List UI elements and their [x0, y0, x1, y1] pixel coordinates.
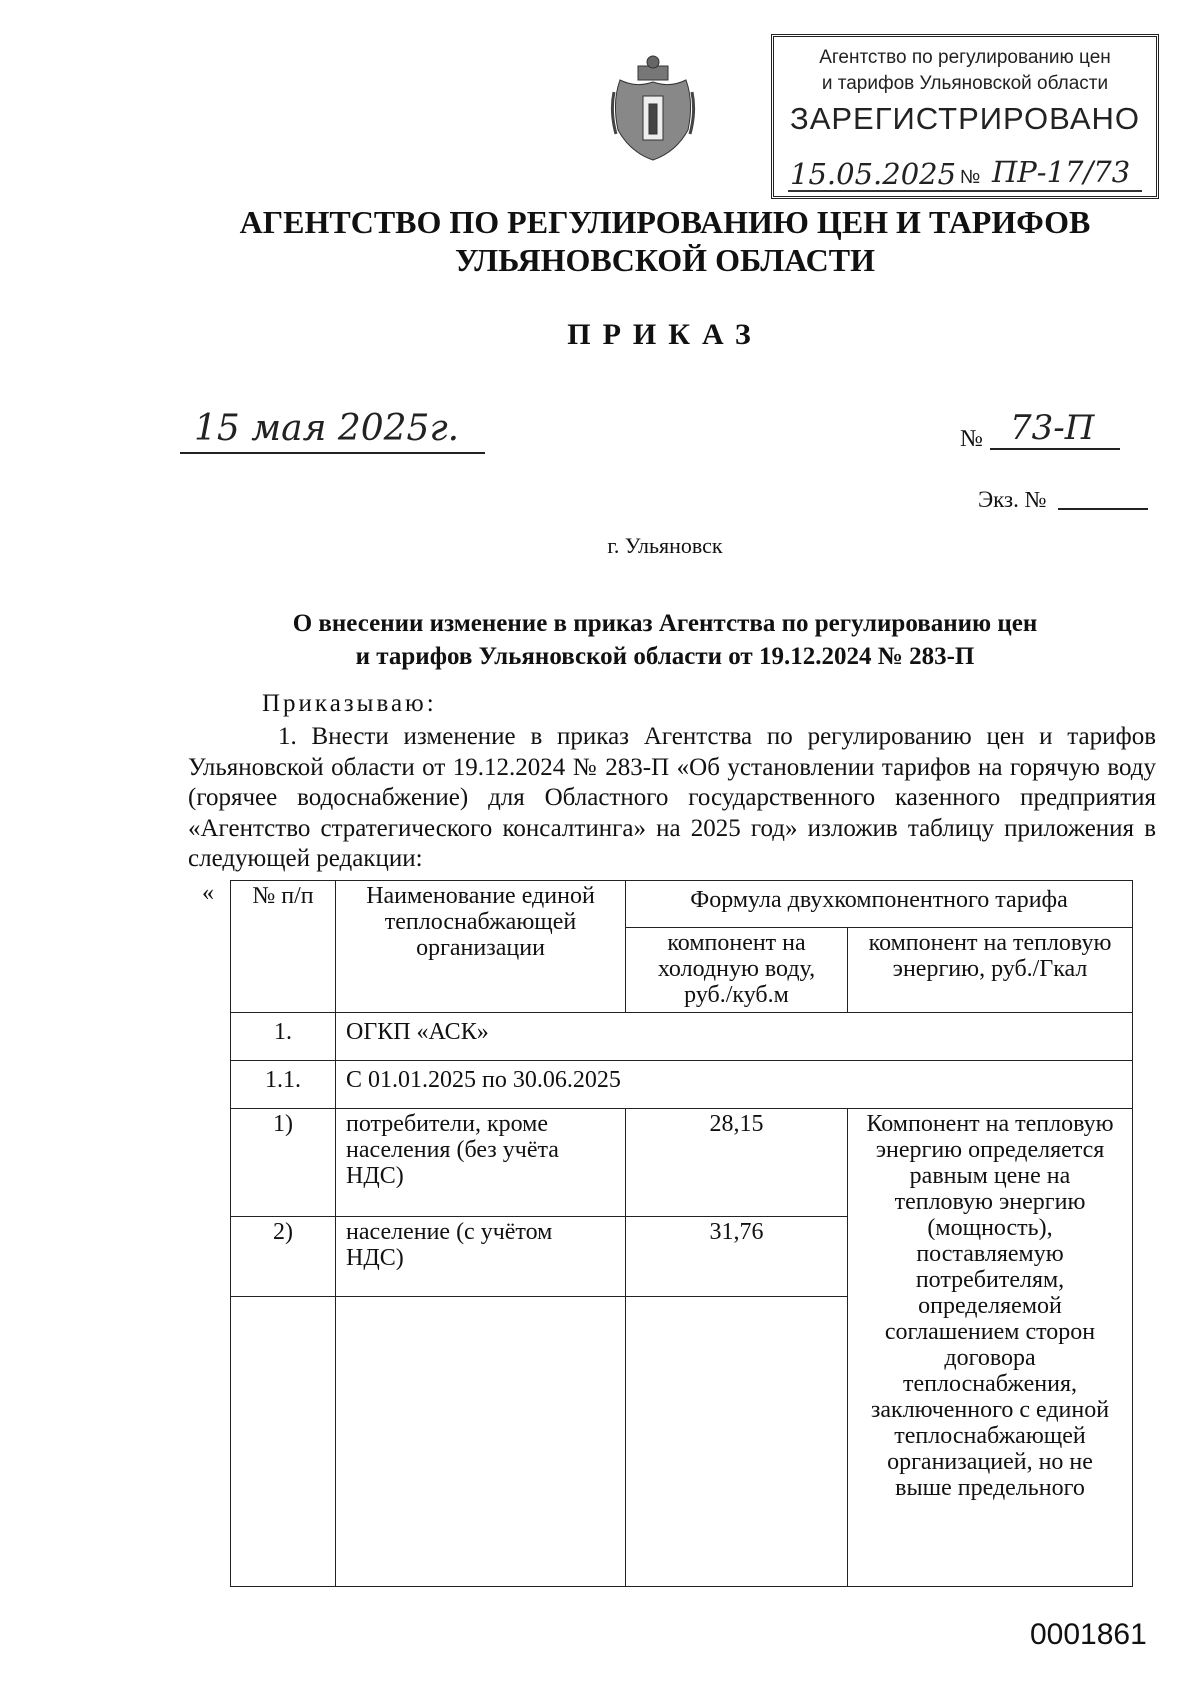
header-num: № п/п [231, 881, 336, 1013]
org-row-num: 1. [231, 1013, 336, 1061]
city: г. Ульяновск [607, 533, 723, 558]
period-row-num: 1.1. [231, 1061, 336, 1109]
stamp-number-label: № [960, 167, 981, 188]
row-name: население (с учётом НДС) [336, 1217, 626, 1297]
stamp-date: 15.05.2025 [790, 157, 957, 191]
stamp-registered: ЗАРЕГИСТРИРОВАНО [789, 101, 1140, 136]
row-num: 1) [231, 1109, 336, 1217]
copy-number-label: Экз. № [978, 487, 1047, 512]
heat-component-note: Компонент на тепловую энергию определяется равным цене на тепловую энергию (мощность), поставляемую потребителям, определяемой соглашением сторон договора теплоснабжения, заключенного с единой теплоснабжающей организацией, но не выше предельного [848, 1109, 1133, 1587]
stamp-underline [788, 190, 1142, 192]
stamp-number: ПР-17/73 [992, 155, 1131, 189]
registration-stamp [771, 34, 1159, 199]
order-number-handwritten: 73-П [1010, 408, 1095, 448]
org-row-name: ОГКП «АСК» [336, 1013, 1133, 1061]
header-name: Наименование единой теплоснабжающей организации [336, 881, 626, 1013]
order-number-label: № [960, 426, 983, 452]
order-subject [0, 607, 1200, 673]
agency-name-line2: УЛЬЯНОВСКОЙ ОБЛАСТИ [454, 242, 876, 278]
tariff-table [230, 880, 1133, 1587]
paragraph-1: 1. Внести изменение в приказ Агентства по регулированию цен и тарифов Ульяновской области от 19.12.2024 № 283-П «Об установлении тарифов на горячую воду (горячее водоснабжение) для Областного государственного казенного предприятия «Агентство стратегического консалтинга» на 2025 год» изложив таблицу приложения в следующей редакции: [188, 723, 1156, 872]
row-num: 2) [231, 1217, 336, 1297]
order-date-underline [180, 452, 485, 454]
table-row [231, 1109, 1133, 1217]
empty-cell [336, 1297, 626, 1587]
serial-number: 0001861 [1030, 1618, 1147, 1651]
orders-word: Приказываю: [262, 690, 437, 717]
order-number-underline [990, 448, 1120, 450]
header-formula: Формула двухкомпонентного тарифа [626, 881, 1133, 928]
period-row-text: С 01.01.2025 по 30.06.2025 [336, 1061, 1133, 1109]
copy-number-underline [1058, 508, 1148, 510]
document-type: ПРИКАЗ [567, 318, 763, 351]
header-cold-water: компонент на холодную воду, руб./куб.м [626, 928, 848, 1013]
order-date-handwritten: 15 мая 2025г. [194, 408, 460, 449]
row-cold-water: 31,76 [626, 1217, 848, 1297]
quote-open: « [202, 880, 214, 906]
stamp-agency-line2: и тарифов Ульяновской области [821, 73, 1109, 94]
order-subject-line1: О внесении изменение в приказ Агентства по регулированию цен [292, 610, 1038, 637]
body-text [188, 722, 1156, 875]
stamp-agency-line1: Агентство по регулированию цен [819, 47, 1111, 68]
empty-cell [626, 1297, 848, 1587]
row-cold-water: 28,15 [626, 1109, 848, 1217]
agency-name [0, 203, 1200, 279]
agency-name-line1: АГЕНТСТВО ПО РЕГУЛИРОВАНИЮ ЦЕН И ТАРИФОВ [239, 204, 1091, 240]
order-subject-line2: и тарифов Ульяновской области от 19.12.2024 № 283-П [355, 643, 975, 670]
row-name: потребители, кроме населения (без учёта НДС) [336, 1109, 626, 1217]
empty-cell [231, 1297, 336, 1587]
coat-of-arms-icon [610, 52, 696, 166]
header-heat: компонент на тепловую энергию, руб./Гкал [848, 928, 1133, 1013]
